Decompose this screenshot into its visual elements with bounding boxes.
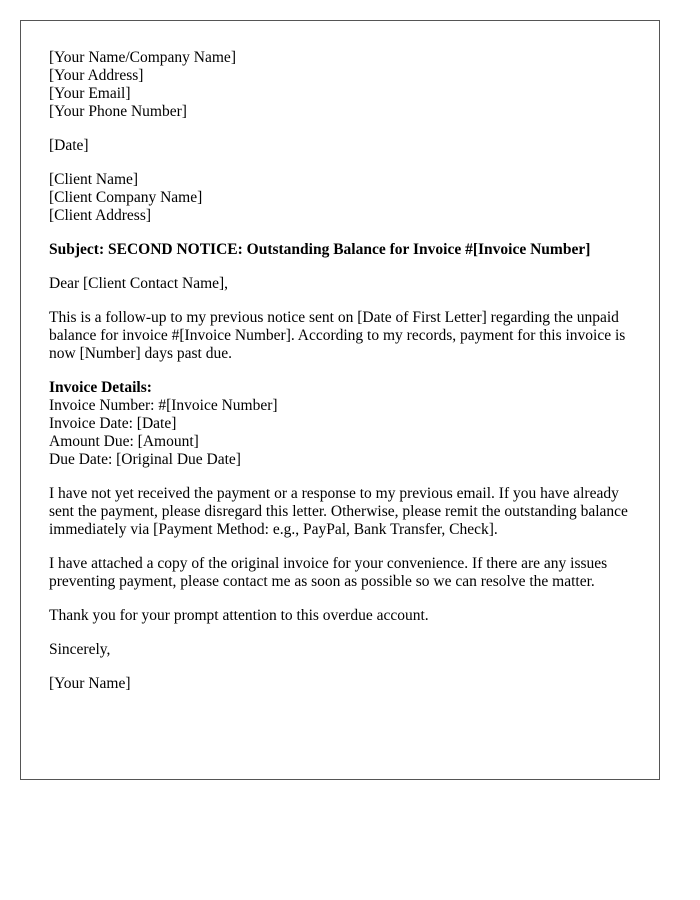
date-block bbox=[49, 137, 631, 155]
invoice-due-date: Due Date: [Original Due Date] bbox=[49, 451, 241, 468]
recipient-address: [Client Address] bbox=[49, 207, 152, 224]
body-paragraph-3: I have attached a copy of the original invoice for your convenience. If there are any issues preventing payment, please contact me as soon as possible so we can resolve the matter. bbox=[49, 555, 608, 590]
invoice-number: Invoice Number: #[Invoice Number] bbox=[49, 397, 278, 414]
closing: Sincerely, bbox=[49, 641, 111, 658]
invoice-date: Invoice Date: [Date] bbox=[49, 415, 177, 432]
recipient-block bbox=[49, 171, 631, 225]
letter-date: [Date] bbox=[49, 137, 89, 154]
sender-address: [Your Address] bbox=[49, 67, 144, 84]
sender-block bbox=[49, 49, 631, 121]
body-paragraph-1: This is a follow-up to my previous notice sent on [Date of First Letter] regarding the unpaid balance for invoice #[Invoice Number]. According to my records, payment for this invoice is now [Number] days past due. bbox=[49, 309, 626, 362]
body-paragraph-2: I have not yet received the payment or a response to my previous email. If you have already sent the payment, please disregard this letter. Otherwise, please remit the outstanding balance immediately via [Payment Method: e.g., PayPal, Bank Transfer, Check]. bbox=[49, 485, 628, 538]
signature: [Your Name] bbox=[49, 675, 131, 692]
subject-line: Subject: SECOND NOTICE: Outstanding Balance for Invoice #[Invoice Number] bbox=[49, 241, 591, 258]
sender-name: [Your Name/Company Name] bbox=[49, 49, 236, 66]
body-paragraph-4: Thank you for your prompt attention to this overdue account. bbox=[49, 607, 429, 624]
salutation: Dear [Client Contact Name], bbox=[49, 275, 229, 292]
recipient-name: [Client Name] bbox=[49, 171, 139, 188]
sender-phone: [Your Phone Number] bbox=[49, 103, 187, 120]
sender-email: [Your Email] bbox=[49, 85, 131, 102]
invoice-details-heading: Invoice Details: bbox=[49, 379, 152, 396]
letter-page bbox=[20, 20, 660, 780]
invoice-amount: Amount Due: [Amount] bbox=[49, 433, 199, 450]
invoice-details-block bbox=[49, 379, 631, 469]
recipient-company: [Client Company Name] bbox=[49, 189, 203, 206]
